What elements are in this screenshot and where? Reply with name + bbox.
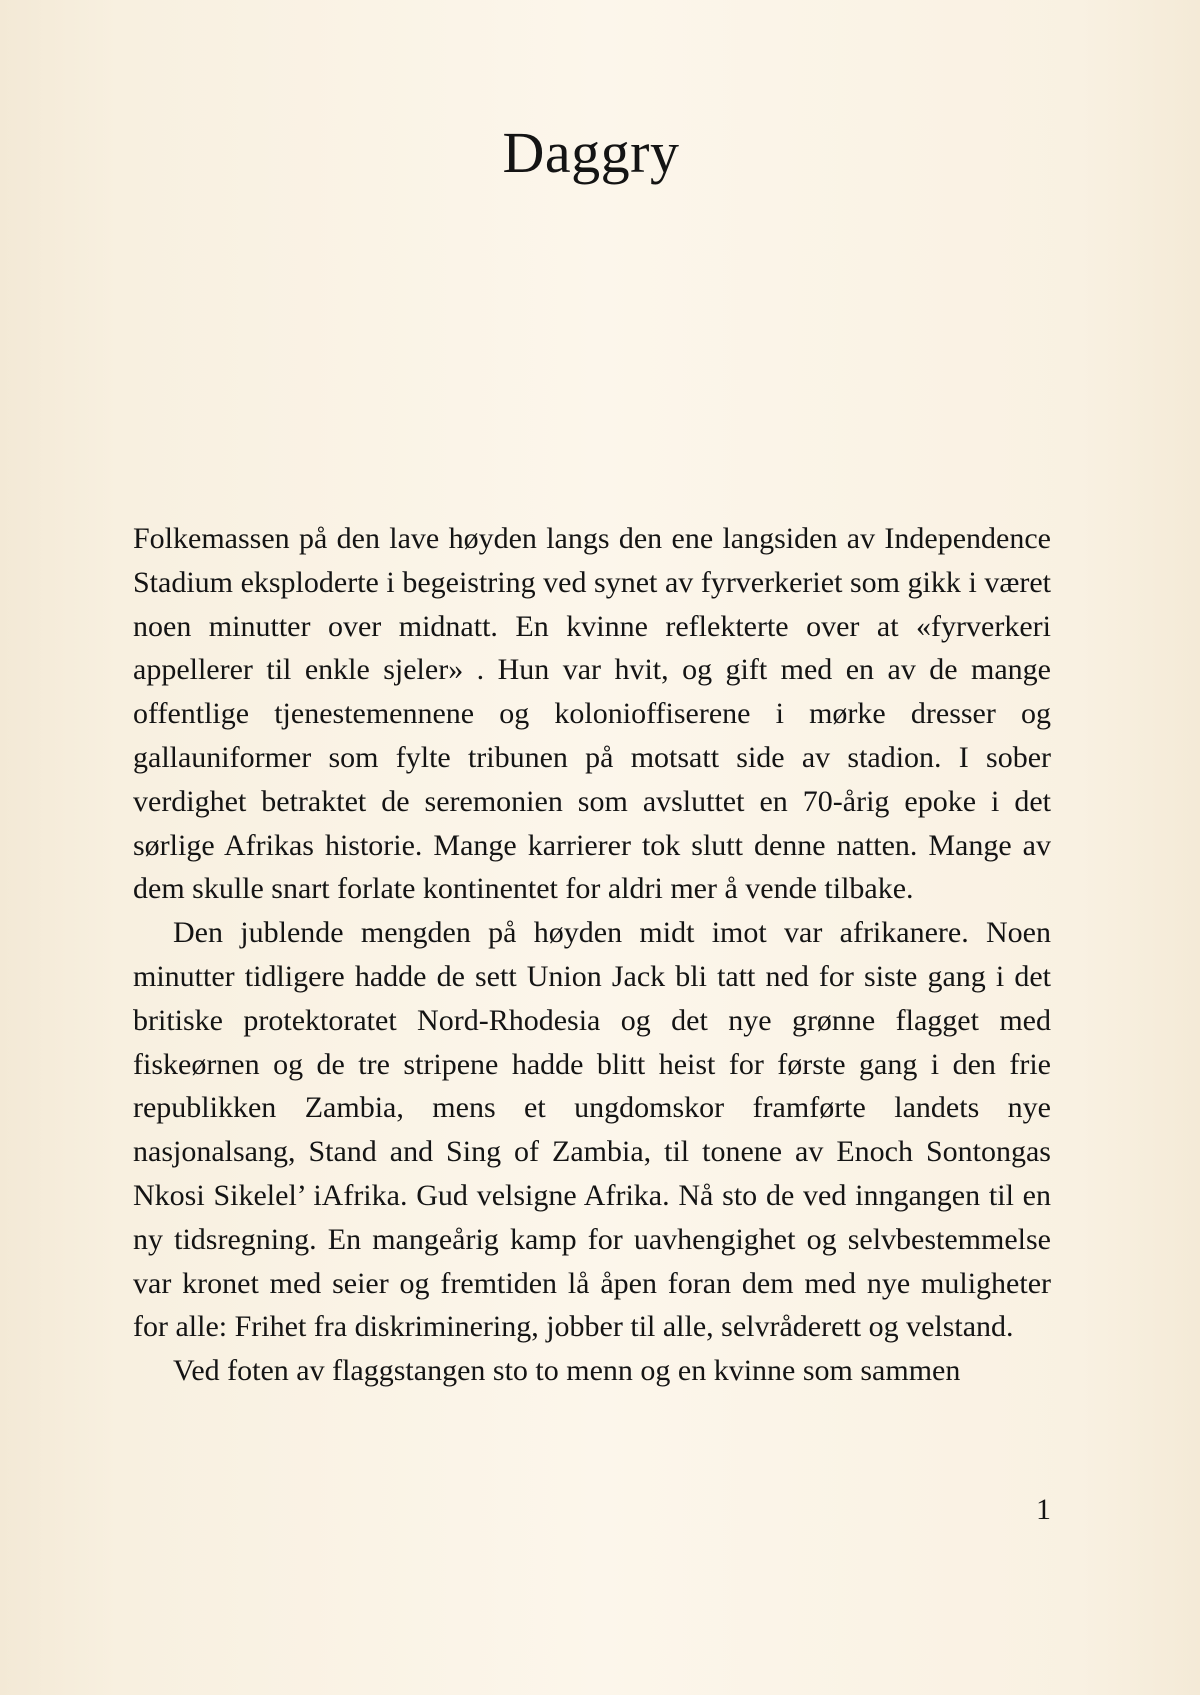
paragraph: Folkemassen på den lave høyden langs den ene langsiden av Independence Stadium eksploderte i begeistring ved synet av fyrverkeriet som gikk i været noen minutter over midnatt. En kvinne reflekterte over at «fyrverkeri appellerer til enkle sjeler» . Hun var hvit, og gift med en av de mange offentlige tjenestemennene og kolonioffiserene i mørke dresser og gallauniformer som fylte tribunen på motsatt side av stadion. I sober verdighet betraktet de seremonien som avsluttet en 70-årig epoke i det sørlige Afrikas historie. Mange karrierer tok slutt denne natten. Mange av dem skulle snart forlate kontinentet for aldri mer å vende tilbake.	[133, 522, 1051, 906]
chapter-title: Daggry	[502, 120, 680, 185]
page-number: 1	[1036, 1493, 1051, 1526]
paragraph: Ved foten av flaggstangen sto to menn og en kvinne som sammen	[173, 1354, 961, 1388]
paragraph: Den jublende mengden på høyden midt imot var afrikanere. Noen minutter tidligere hadde de sett Union Jack bli tatt ned for siste gang i det britiske protektoratet Nord-Rhodesia og det nye grønne flagget med fiskeørnen og de tre stripene hadde blitt heist for første gang i den frie republikken Zambia, mens et ungdomskor framførte landets nye nasjonalsang, Stand and Sing of Zambia, til tonene av Enoch Sontongas Nkosi Sikelel’ iAfrika. Gud velsigne Afrika. Nå sto de ved inngangen til en ny tidsregning. En mangeårig kamp for uavhengighet og selvbestemmelse var kronet med seier og fremtiden lå åpen foran dem med nye muligheter for alle: Frihet fra diskriminering, jobber til alle, selvråderett og velstand.	[133, 916, 1051, 1344]
body-text	[133, 517, 1051, 1393]
